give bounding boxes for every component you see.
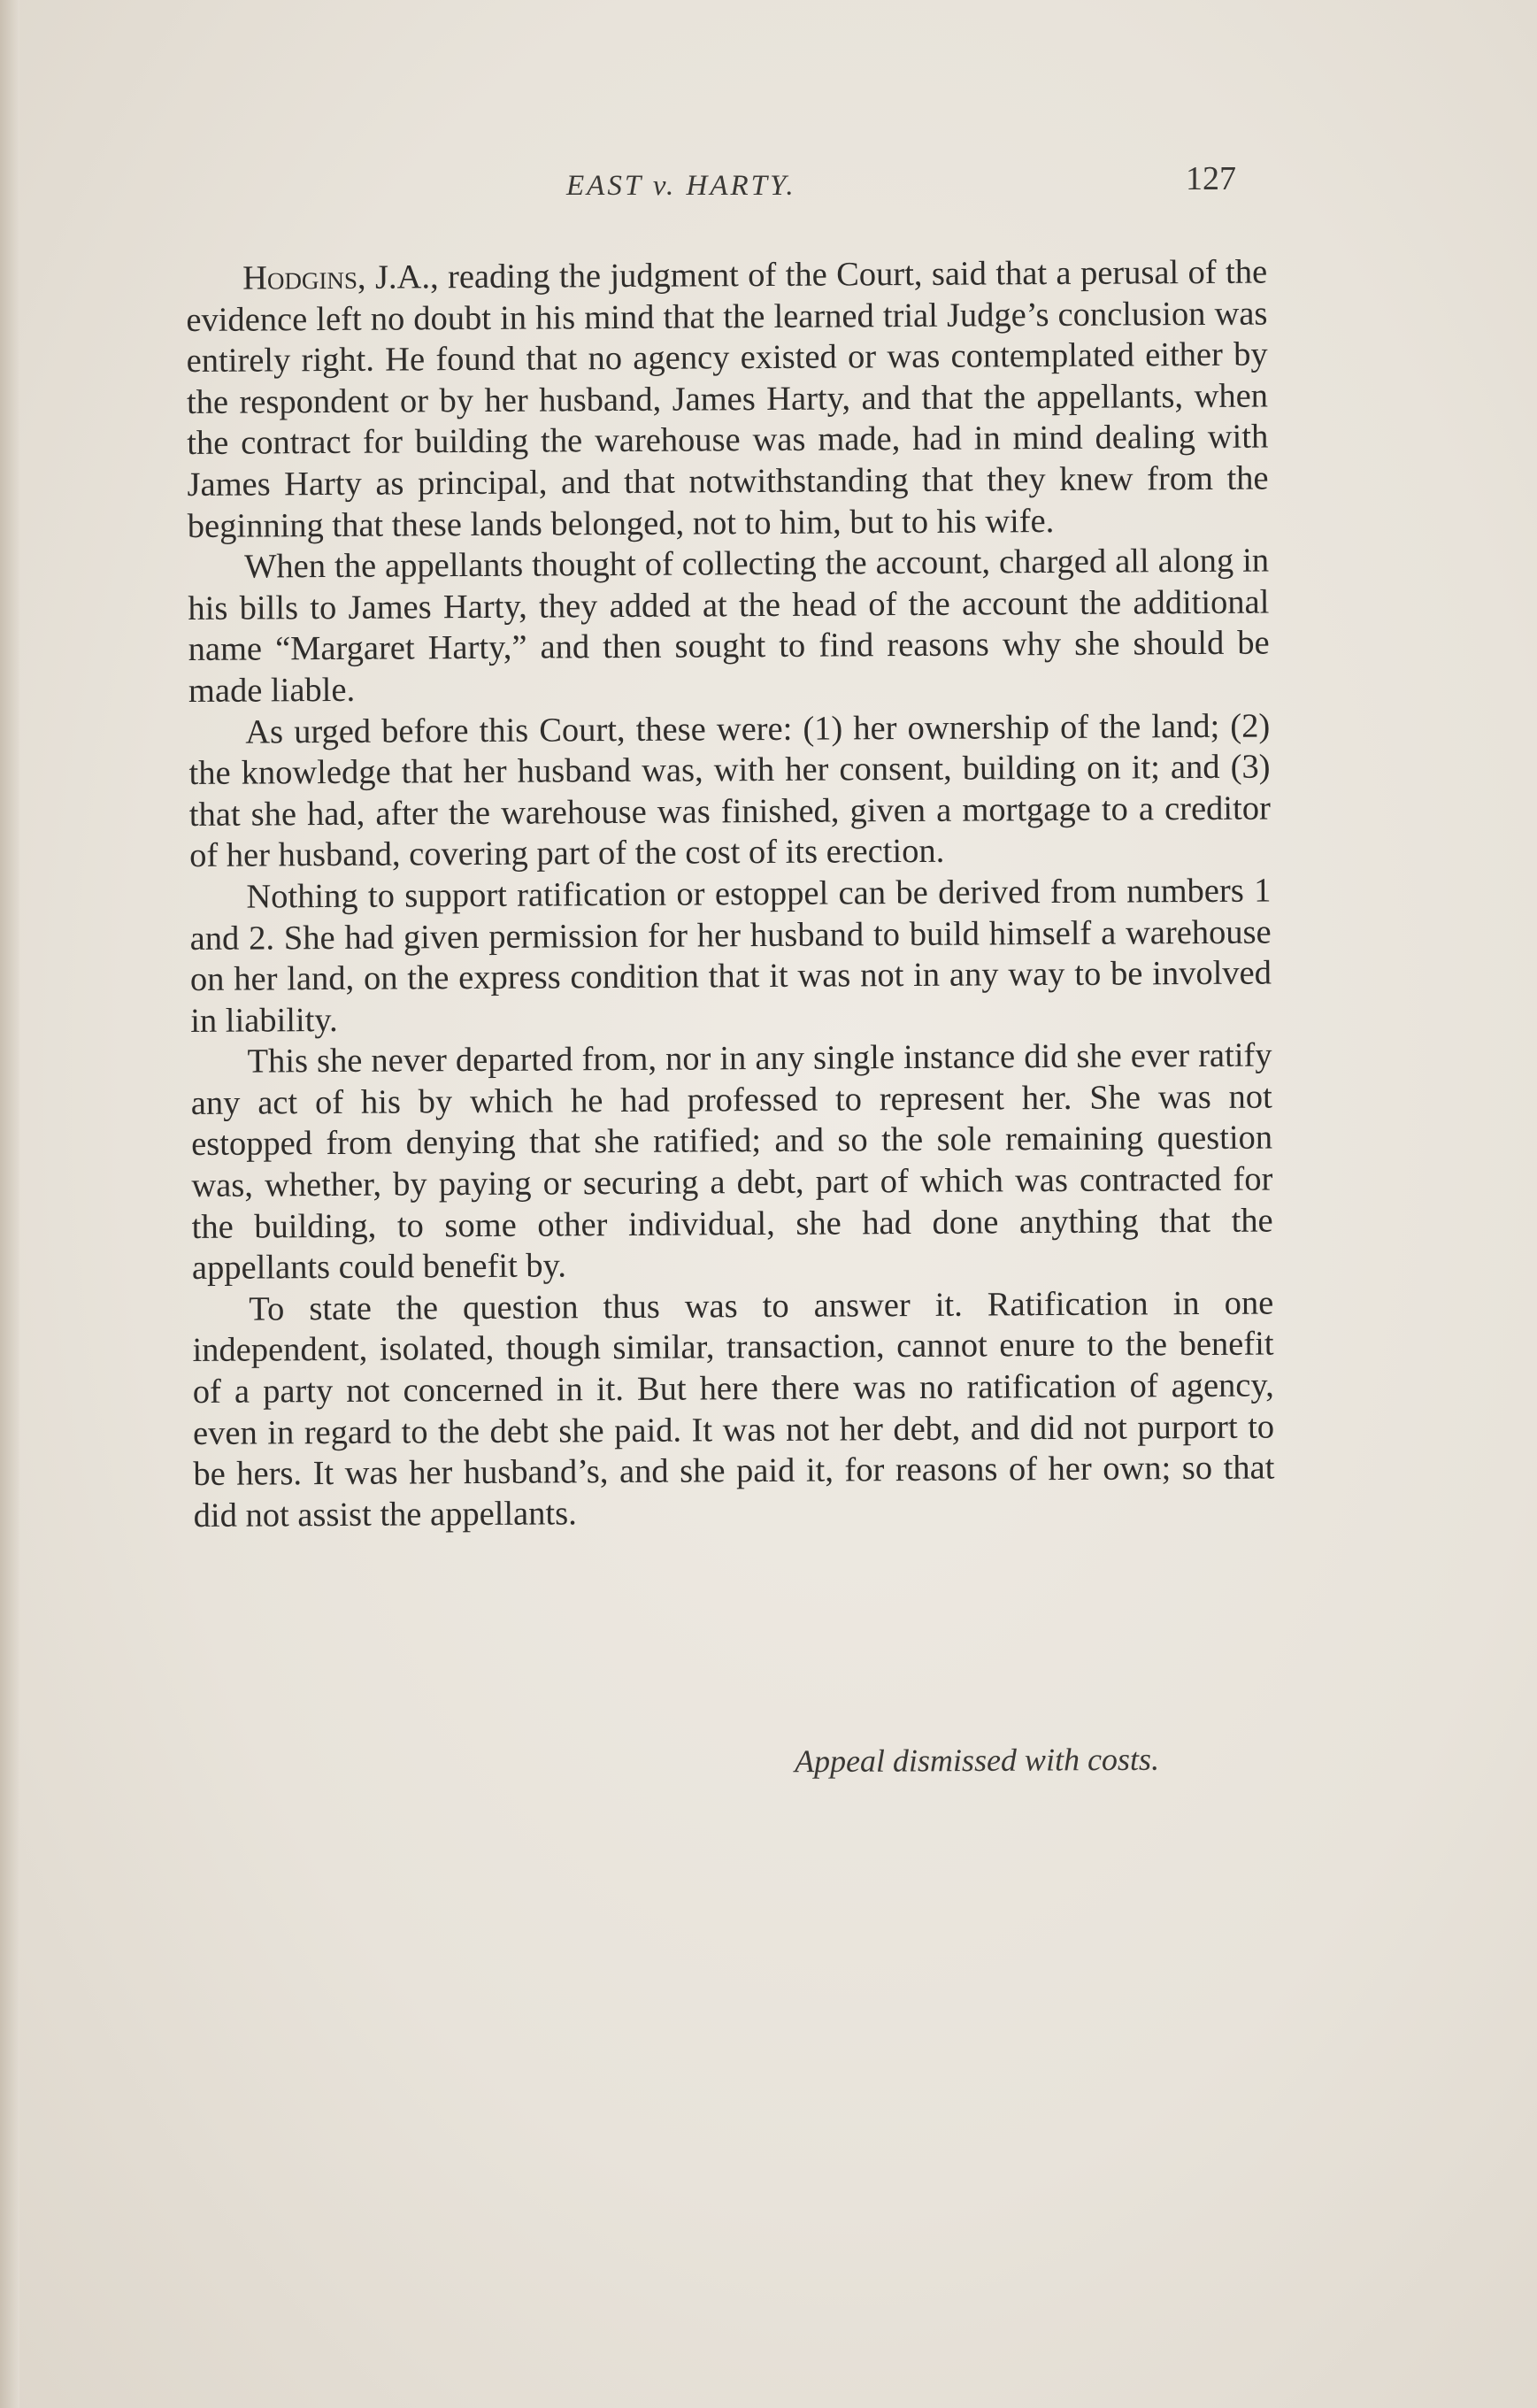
judgment-text — [186, 252, 1275, 1537]
paragraph-1 — [186, 252, 1269, 548]
judge-name: Hodgins — [242, 258, 358, 297]
paragraph-1-text: , J.A., reading the judgment of the Court, said that a perusal of the evidence left no doubt in his mind that the learned trial Judge’s conclusion was entirely right. He found that no agency existed or was contemplated either by the respondent or by her husband, James Harty, and that the appellants, when the contract for building the warehouse was made, had in mind dealing with James Harty as principal, and that notwithstanding that they knew from the beginning that these lands belonged, not to him, but to his wife. — [186, 253, 1269, 545]
paragraph-4: Nothing to support ratification or estoppel can be derived from numbers 1 and 2. She had given permission for her husband to build himself a warehouse on her land, on the express condition that it was not in any way to be involved in liability. — [189, 872, 1272, 1040]
paragraph-3: As urged before this Court, these were: (1) her ownership of the land; (2) the knowledge that her husband was, with her consent, building on it; and (3) that she had, after the warehouse was finished, given a mortgage to a creditor of her husband, covering part of the cost of its erection. — [188, 707, 1271, 875]
disposition: Appeal dismissed with costs. — [794, 1741, 1160, 1780]
paragraph-2: When the appellants thought of collecting the account, charged all along in his bills to James Harty, they added at the head of the account the additional name “Margaret Harty,” and then sought to find reasons why she should be made liable. — [188, 542, 1270, 710]
paragraph-5: This she never departed from, nor in any single instance did she ever ratify any act of his by which he had professed to represent her. She was not estopped from denying that she ratified; and so the sole remaining question was, whether, by paying or securing a debt, part of which was contracted for the building, to some other individual, she had done anything that the appellants could benefit by. — [190, 1036, 1273, 1288]
page-binding-edge — [0, 0, 19, 2408]
paragraph-6: To state the question thus was to answer it. Ratification in one independent, isolated, though similar, transaction, cannot enure to the benefit of a party not concerned in it. But here there was no ratification of agency, even in regard to the debt she paid. It was not her debt, and did not purport to be hers. It was her husband’s, and she paid it, for reasons of her own; so that did not assist the appellants. — [192, 1284, 1275, 1535]
running-head: EAST v. HARTY. — [566, 170, 796, 202]
page-number: 127 — [1186, 160, 1236, 197]
